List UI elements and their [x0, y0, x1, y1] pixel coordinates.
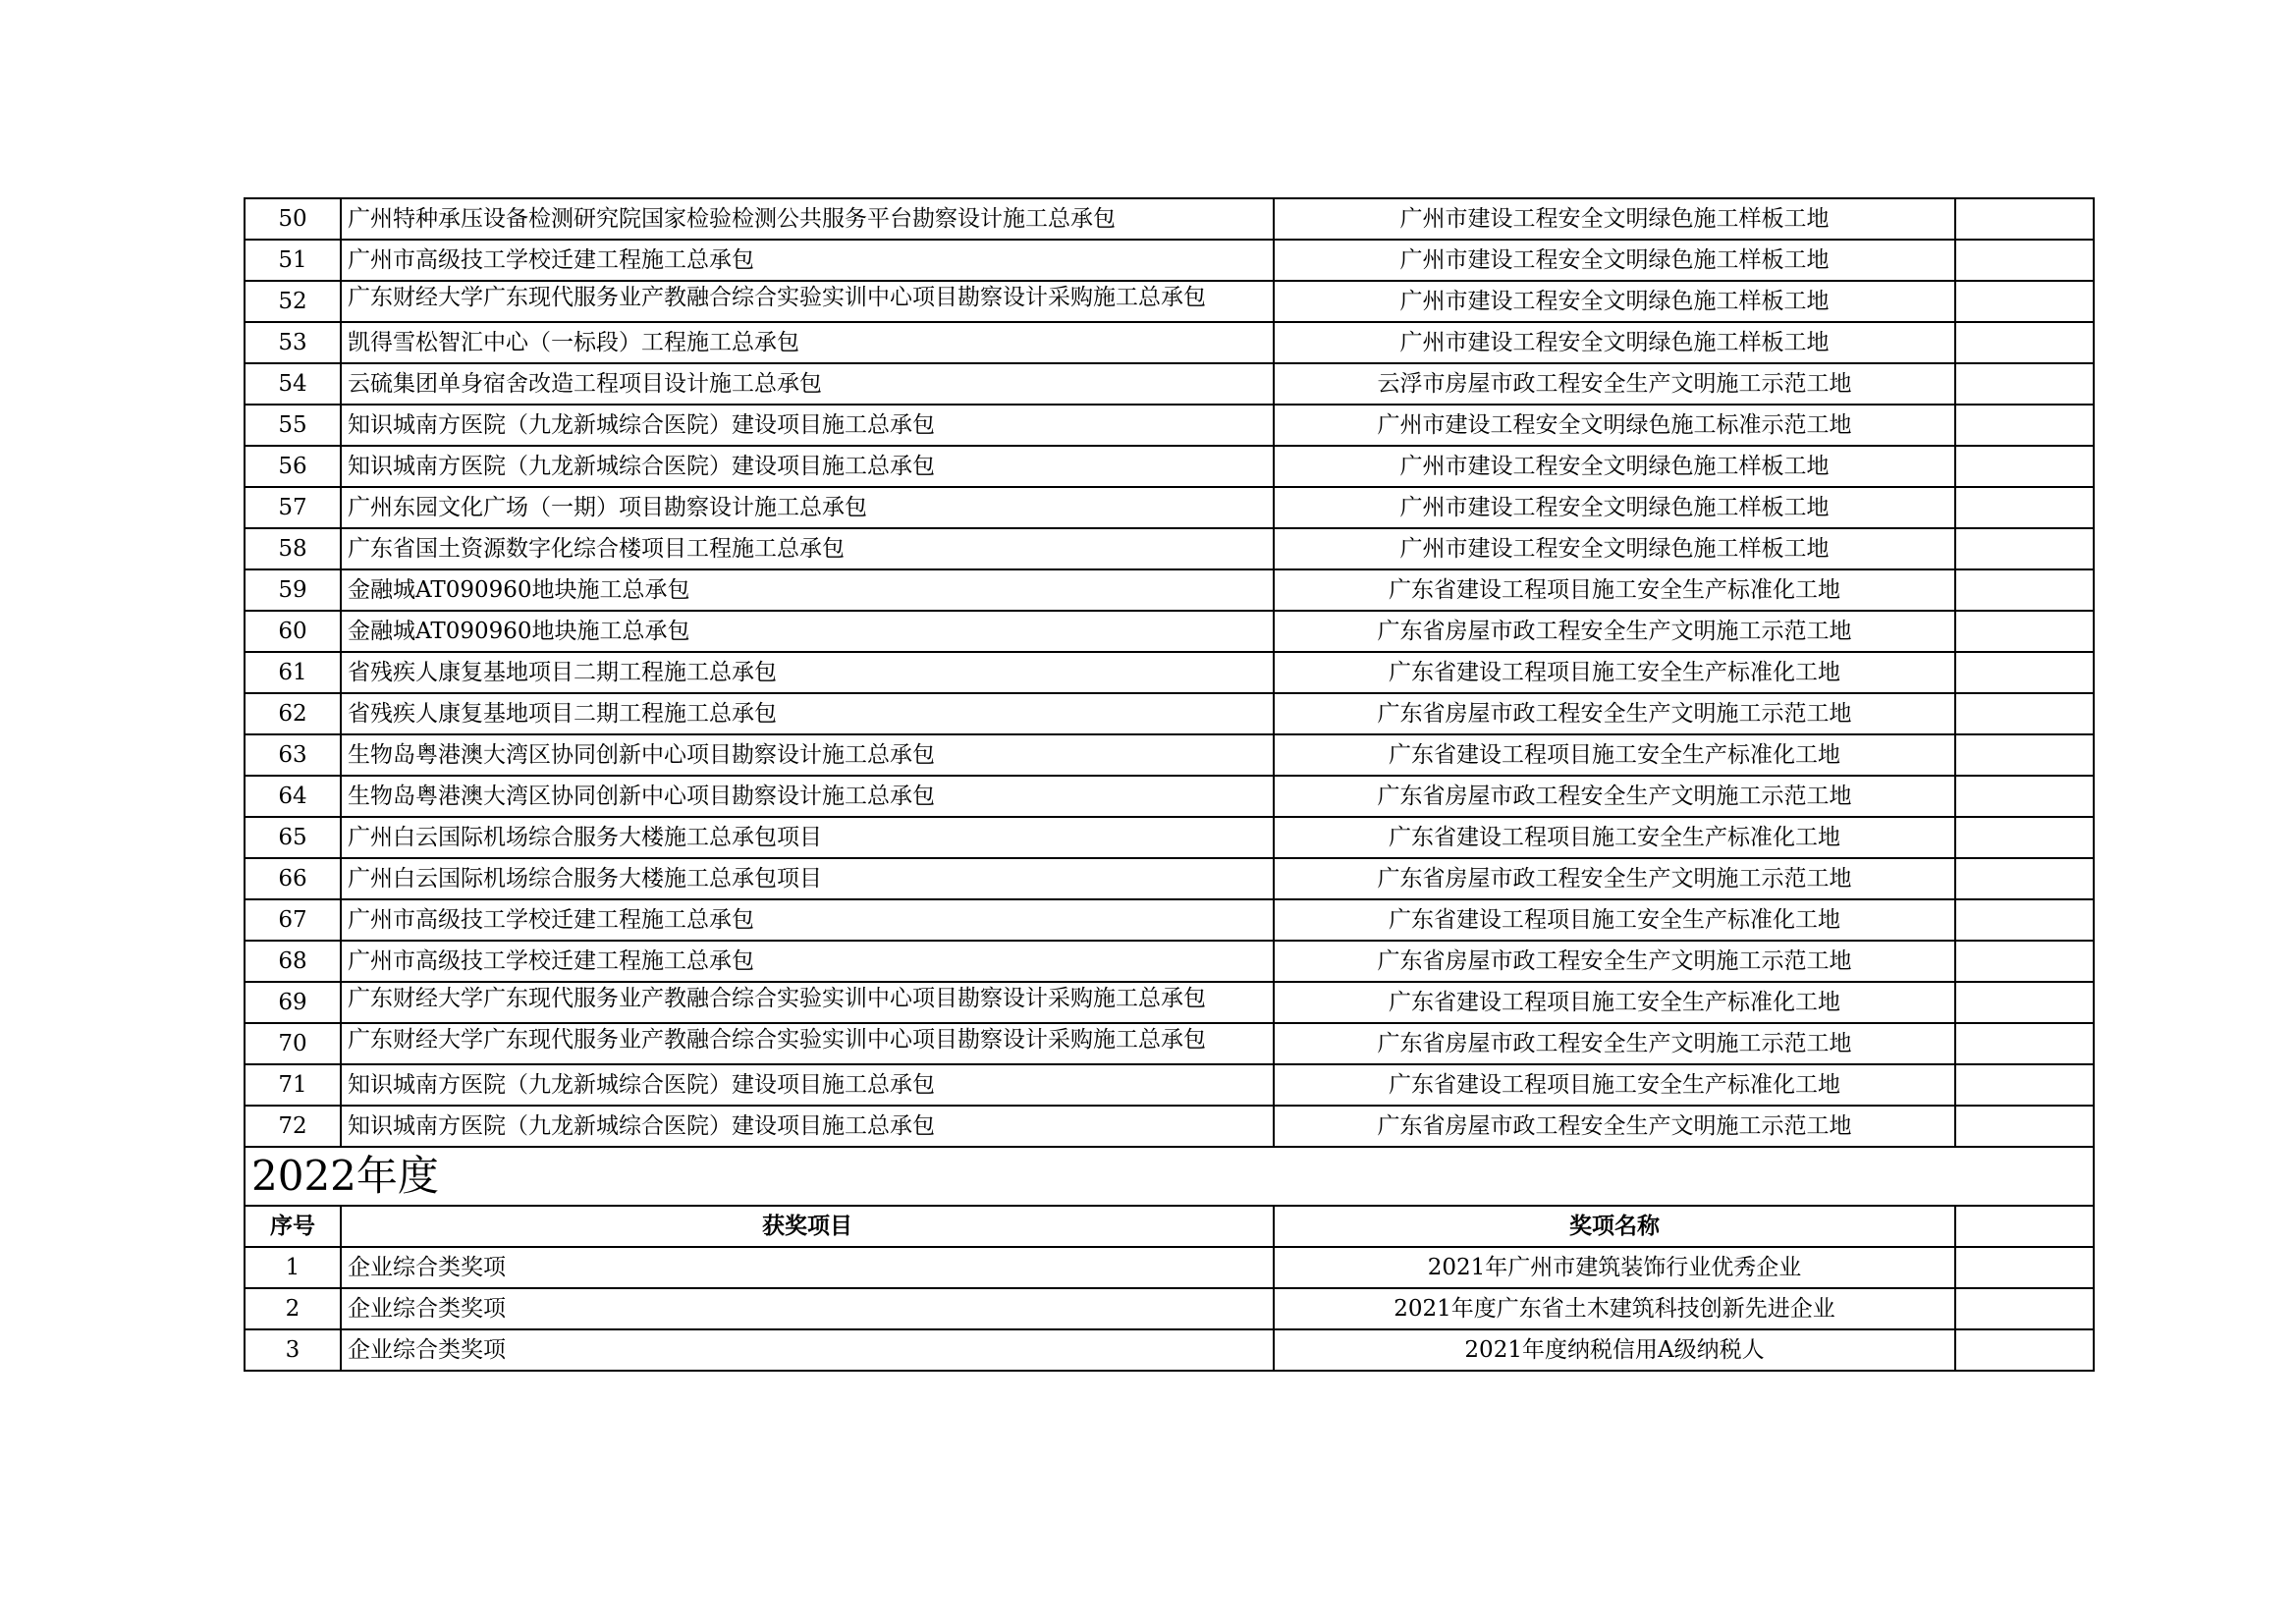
- row-note: [1955, 1023, 2094, 1064]
- row-award: 广东省建设工程项目施工安全生产标准化工地: [1274, 652, 1955, 693]
- row-award: 广东省房屋市政工程安全生产文明施工示范工地: [1274, 1023, 1955, 1064]
- row-award: 广东省房屋市政工程安全生产文明施工示范工地: [1274, 1106, 1955, 1147]
- row-project: 生物岛粤港澳大湾区协同创新中心项目勘察设计施工总承包: [341, 776, 1274, 817]
- row-award: 广东省建设工程项目施工安全生产标准化工地: [1274, 734, 1955, 776]
- table-row: [245, 611, 2094, 652]
- table-row: [245, 240, 2094, 281]
- row-award: 2021年广州市建筑装饰行业优秀企业: [1274, 1247, 1955, 1288]
- row-award: 广州市建设工程安全文明绿色施工样板工地: [1274, 240, 1955, 281]
- row-project: 生物岛粤港澳大湾区协同创新中心项目勘察设计施工总承包: [341, 734, 1274, 776]
- table-row: [245, 776, 2094, 817]
- row-note: [1955, 776, 2094, 817]
- row-note: [1955, 611, 2094, 652]
- row-project: 广东财经大学广东现代服务业产教融合综合实验实训中心项目勘察设计采购施工总承包: [341, 281, 1274, 322]
- row-number: 70: [245, 1023, 341, 1064]
- table-row: [245, 363, 2094, 405]
- awards-table-body: [245, 198, 2094, 1371]
- row-note: [1955, 858, 2094, 899]
- row-note: [1955, 693, 2094, 734]
- row-note: [1955, 528, 2094, 569]
- row-award: 广东省建设工程项目施工安全生产标准化工地: [1274, 899, 1955, 941]
- table-row-2022: [245, 1329, 2094, 1371]
- row-project: 金融城AT090960地块施工总承包: [341, 569, 1274, 611]
- row-project: 省残疾人康复基地项目二期工程施工总承包: [341, 693, 1274, 734]
- row-note: [1955, 446, 2094, 487]
- row-project: 广东财经大学广东现代服务业产教融合综合实验实训中心项目勘察设计采购施工总承包: [341, 1023, 1274, 1064]
- row-project: 知识城南方医院（九龙新城综合医院）建设项目施工总承包: [341, 405, 1274, 446]
- table-row: [245, 322, 2094, 363]
- row-project: 广州东园文化广场（一期）项目勘察设计施工总承包: [341, 487, 1274, 528]
- row-number: 55: [245, 405, 341, 446]
- row-number: 63: [245, 734, 341, 776]
- row-project: 省残疾人康复基地项目二期工程施工总承包: [341, 652, 1274, 693]
- row-note: [1955, 569, 2094, 611]
- row-award: 广东省房屋市政工程安全生产文明施工示范工地: [1274, 941, 1955, 982]
- row-award: 广州市建设工程安全文明绿色施工样板工地: [1274, 528, 1955, 569]
- row-note: [1955, 652, 2094, 693]
- table-row: [245, 817, 2094, 858]
- table-row: [245, 198, 2094, 240]
- row-number: 68: [245, 941, 341, 982]
- row-project: 广东财经大学广东现代服务业产教融合综合实验实训中心项目勘察设计采购施工总承包: [341, 982, 1274, 1023]
- row-number: 66: [245, 858, 341, 899]
- row-award: 广东省房屋市政工程安全生产文明施工示范工地: [1274, 611, 1955, 652]
- row-number: 51: [245, 240, 341, 281]
- row-number: 52: [245, 281, 341, 322]
- row-project: 企业综合类奖项: [341, 1329, 1274, 1371]
- row-note: [1955, 1288, 2094, 1329]
- row-number: 57: [245, 487, 341, 528]
- header-row: [245, 1206, 2094, 1247]
- table-row: [245, 569, 2094, 611]
- row-project: 广州白云国际机场综合服务大楼施工总承包项目: [341, 817, 1274, 858]
- row-project: 广州市高级技工学校迁建工程施工总承包: [341, 899, 1274, 941]
- row-note: [1955, 363, 2094, 405]
- row-note: [1955, 734, 2094, 776]
- row-note: [1955, 1329, 2094, 1371]
- row-award: 2021年度纳税信用A级纳税人: [1274, 1329, 1955, 1371]
- row-award: 广东省建设工程项目施工安全生产标准化工地: [1274, 817, 1955, 858]
- row-number: 71: [245, 1064, 341, 1106]
- row-project: 广东省国土资源数字化综合楼项目工程施工总承包: [341, 528, 1274, 569]
- row-project: 广州特种承压设备检测研究院国家检验检测公共服务平台勘察设计施工总承包: [341, 198, 1274, 240]
- row-award: 广东省房屋市政工程安全生产文明施工示范工地: [1274, 858, 1955, 899]
- table-row: [245, 487, 2094, 528]
- row-number: 72: [245, 1106, 341, 1147]
- row-project: 知识城南方医院（九龙新城综合医院）建设项目施工总承包: [341, 1064, 1274, 1106]
- row-note: [1955, 817, 2094, 858]
- row-project: 广州市高级技工学校迁建工程施工总承包: [341, 941, 1274, 982]
- row-project: 企业综合类奖项: [341, 1247, 1274, 1288]
- row-note: [1955, 1064, 2094, 1106]
- row-project: 广州白云国际机场综合服务大楼施工总承包项目: [341, 858, 1274, 899]
- table-row: [245, 858, 2094, 899]
- row-note: [1955, 240, 2094, 281]
- row-note: [1955, 941, 2094, 982]
- row-award: 广州市建设工程安全文明绿色施工样板工地: [1274, 281, 1955, 322]
- row-note: [1955, 1247, 2094, 1288]
- row-award: 广东省房屋市政工程安全生产文明施工示范工地: [1274, 776, 1955, 817]
- row-number: 59: [245, 569, 341, 611]
- row-note: [1955, 405, 2094, 446]
- row-number: 62: [245, 693, 341, 734]
- section-2022-title-row: [245, 1147, 2094, 1206]
- row-award: 云浮市房屋市政工程安全生产文明施工示范工地: [1274, 363, 1955, 405]
- row-number: 3: [245, 1329, 341, 1371]
- table-row: [245, 941, 2094, 982]
- row-number: 58: [245, 528, 341, 569]
- row-number: 1: [245, 1247, 341, 1288]
- row-note: [1955, 899, 2094, 941]
- row-award: 广州市建设工程安全文明绿色施工标准示范工地: [1274, 405, 1955, 446]
- row-number: 64: [245, 776, 341, 817]
- row-project: 金融城AT090960地块施工总承包: [341, 611, 1274, 652]
- table-row-2022: [245, 1247, 2094, 1288]
- table-row: [245, 1106, 2094, 1147]
- section-title: 2022年度: [245, 1147, 2094, 1206]
- row-award: 2021年度广东省土木建筑科技创新先进企业: [1274, 1288, 1955, 1329]
- header-note: [1955, 1206, 2094, 1247]
- row-award: 广州市建设工程安全文明绿色施工样板工地: [1274, 322, 1955, 363]
- row-award: 广东省建设工程项目施工安全生产标准化工地: [1274, 982, 1955, 1023]
- row-award: 广州市建设工程安全文明绿色施工样板工地: [1274, 198, 1955, 240]
- table-row: [245, 1064, 2094, 1106]
- row-number: 50: [245, 198, 341, 240]
- row-project: 云硫集团单身宿舍改造工程项目设计施工总承包: [341, 363, 1274, 405]
- row-project: 凯得雪松智汇中心（一标段）工程施工总承包: [341, 322, 1274, 363]
- row-award: 广州市建设工程安全文明绿色施工样板工地: [1274, 446, 1955, 487]
- header-award: 奖项名称: [1274, 1206, 1955, 1247]
- table-row: [245, 982, 2094, 1023]
- row-award: 广东省房屋市政工程安全生产文明施工示范工地: [1274, 693, 1955, 734]
- table-row: [245, 1023, 2094, 1064]
- row-note: [1955, 487, 2094, 528]
- row-award: 广州市建设工程安全文明绿色施工样板工地: [1274, 487, 1955, 528]
- table-row: [245, 528, 2094, 569]
- row-note: [1955, 281, 2094, 322]
- row-project: 企业综合类奖项: [341, 1288, 1274, 1329]
- table-row: [245, 652, 2094, 693]
- row-number: 65: [245, 817, 341, 858]
- header-no: 序号: [245, 1206, 341, 1247]
- row-number: 67: [245, 899, 341, 941]
- row-project: 知识城南方医院（九龙新城综合医院）建设项目施工总承包: [341, 1106, 1274, 1147]
- awards-table: [244, 197, 2095, 1372]
- table-row: [245, 281, 2094, 322]
- table-row-2022: [245, 1288, 2094, 1329]
- row-number: 61: [245, 652, 341, 693]
- row-project: 广州市高级技工学校迁建工程施工总承包: [341, 240, 1274, 281]
- row-number: 56: [245, 446, 341, 487]
- row-number: 53: [245, 322, 341, 363]
- row-number: 60: [245, 611, 341, 652]
- row-note: [1955, 322, 2094, 363]
- table-row: [245, 899, 2094, 941]
- header-project: 获奖项目: [341, 1206, 1274, 1247]
- row-number: 2: [245, 1288, 341, 1329]
- table-row: [245, 734, 2094, 776]
- row-number: 69: [245, 982, 341, 1023]
- row-note: [1955, 1106, 2094, 1147]
- row-project: 知识城南方医院（九龙新城综合医院）建设项目施工总承包: [341, 446, 1274, 487]
- table-row: [245, 693, 2094, 734]
- table-row: [245, 446, 2094, 487]
- row-note: [1955, 198, 2094, 240]
- row-award: 广东省建设工程项目施工安全生产标准化工地: [1274, 569, 1955, 611]
- row-award: 广东省建设工程项目施工安全生产标准化工地: [1274, 1064, 1955, 1106]
- table-row: [245, 405, 2094, 446]
- row-number: 54: [245, 363, 341, 405]
- row-note: [1955, 982, 2094, 1023]
